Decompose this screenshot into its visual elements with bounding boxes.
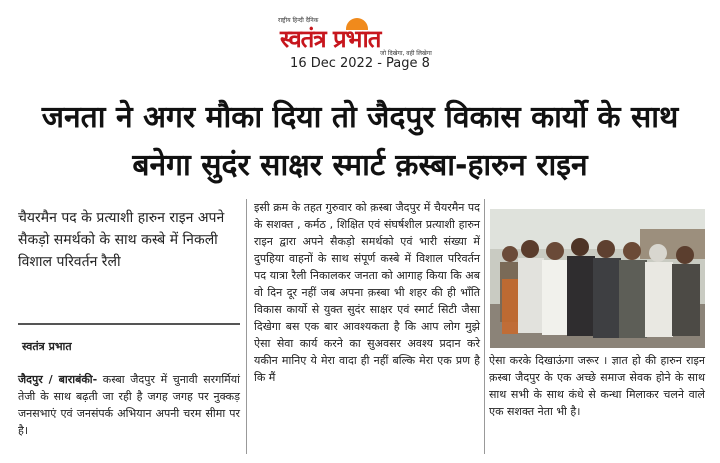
masthead-tagline-top: राष्ट्रीय हिन्दी दैनिक: [278, 17, 319, 24]
lead-text: कस्बा जैदपुर में चुनावी सरगर्मियां तेजी के साथ बढ़ती जा रही है जगह जगह पर नुक्कड़ जनसभाएं एवं जनसंपर्क अभियान अपनी चरम सीमा पर है।: [18, 373, 240, 437]
right-column-text: ऐसा करके दिखाऊंगा जरूर । ज्ञात हो की हारुन राइन क़स्बा जैदपुर के एक अच्छे समाज सेवक होने के साथ साथ सभी के साथ कंधे से कन्धा मिलाकर चलने वाले एक सशक्त नेता भी है।: [489, 354, 705, 418]
rally-photo-illustration: [490, 209, 705, 348]
lead-paragraph: [18, 371, 240, 439]
masthead-tagline-bottom: जो दिखेगा, वही लिखेगा: [380, 50, 432, 57]
column-divider: [484, 199, 485, 454]
dateline: जैदपुर / बाराबंकी-: [18, 373, 98, 386]
masthead: [0, 12, 720, 57]
masthead-logo: स्वतंत्र प्रभात: [280, 24, 381, 53]
article-headline: जनता ने अगर मौका दिया तो जैदपुर विकास कार्यो के साथ बनेगा सुदंर साक्षर स्मार्ट क़स्बा-हारुन राइन: [41, 100, 679, 183]
byline: स्वतंत्र प्रभात: [22, 340, 72, 353]
left-column: [18, 207, 240, 273]
column-divider: [246, 199, 247, 454]
edition-date-page: 16 Dec 2022 - Page 8: [290, 56, 430, 71]
byline-rule: [18, 323, 240, 325]
article-subhead: चैयरमैन पद के प्रत्याशी हारुन राइन अपने सैकड़ो समर्थको के साथ कस्बे में निकली विशाल परिवर्तन रैली: [18, 210, 225, 270]
middle-column-text: इसी क्रम के तहत गुरुवार को क़स्बा जैदपुर में चैयरमैन पद के सशक्त , कर्मठ , शिक्षित एवं संघर्षशील प्रत्याशी हारुन राइन द्वारा अपने सैकड़ो समर्थको एवं भारी संख्या में दुपहिया वाहनों के साथ संपूर्ण कस्बे में विशाल परिवर्तन पद यात्रा रैली निकालकर जनता को आगाह किया कि अब वो दिन दूर नहीं जब अपना क़स्बा भी शहर की ही भाँति विकास कार्यो से युक्त सुदंर साक्षर एवं स्मार्ट सिटी जैसा दिखेगा बस एक बार आवश्यकता है कि आप लोग मुझे ऐसा सेवा कार्य करने का सुअवसर अवश्य प्रदान करे यकीन मानिए ये मेरा वादा ही नहीं बल्कि मेरा एक प्रण है कि मैं: [254, 201, 480, 384]
rally-photo: [490, 209, 705, 348]
